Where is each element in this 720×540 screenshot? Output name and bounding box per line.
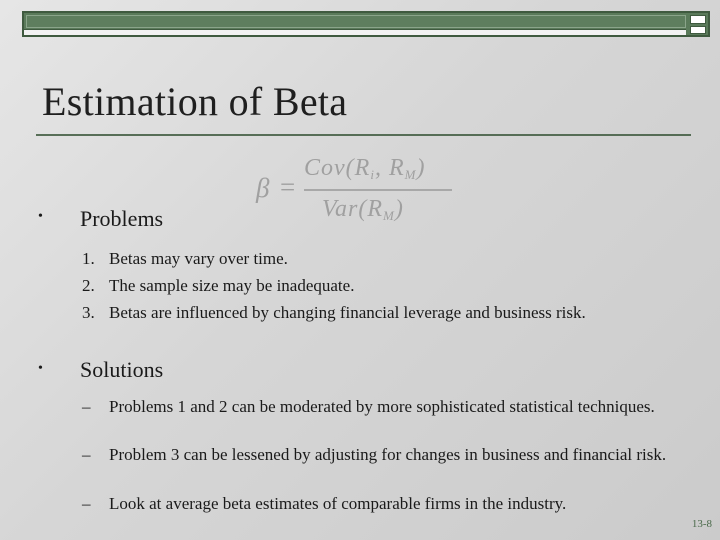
list-marker: 3. xyxy=(82,303,95,322)
beta-formula xyxy=(252,152,462,237)
list-marker: 1. xyxy=(82,249,95,268)
list-item-text: Betas may vary over time. xyxy=(109,249,288,268)
formula-beta-symbol: β xyxy=(256,173,270,203)
top-decorative-bar xyxy=(22,11,710,37)
bullet-marker: • xyxy=(38,361,43,376)
list-item-text: Look at average beta estimates of comparable firms in the industry. xyxy=(109,494,567,513)
problems-heading: Problems xyxy=(80,206,164,231)
dash-marker: – xyxy=(82,445,91,464)
list-marker: 2. xyxy=(82,276,95,295)
page-number: 13-8 xyxy=(691,518,712,530)
dash-marker: – xyxy=(82,494,91,513)
formula-denominator: $Var(R_M)$ xyxy=(322,196,404,223)
top-bar-fill xyxy=(26,15,686,28)
formula-numerator: $Cov(R_i$, $R_M$) xyxy=(304,155,426,182)
formula-equals: = xyxy=(280,172,296,202)
list-item-text: Problems 1 and 2 can be moderated by more sophisticated statistical techniques. xyxy=(109,397,655,416)
list-item-text: The sample size may be inadequate. xyxy=(109,276,355,295)
dash-marker: – xyxy=(82,397,91,416)
top-bar-square xyxy=(690,26,706,34)
bullet-marker: • xyxy=(38,209,43,224)
top-bar-strip xyxy=(24,29,686,35)
list-item-text: Betas are influenced by changing financial leverage and business risk. xyxy=(109,303,586,322)
top-bar-square xyxy=(690,15,706,24)
slide-title: Estimation of Beta xyxy=(42,79,348,124)
list-item-text: Problem 3 can be lessened by adjusting for changes in business and financial risk. xyxy=(109,445,667,464)
formula-fraction-line xyxy=(304,189,452,191)
title-divider xyxy=(36,134,691,136)
solutions-heading: Solutions xyxy=(80,357,164,382)
